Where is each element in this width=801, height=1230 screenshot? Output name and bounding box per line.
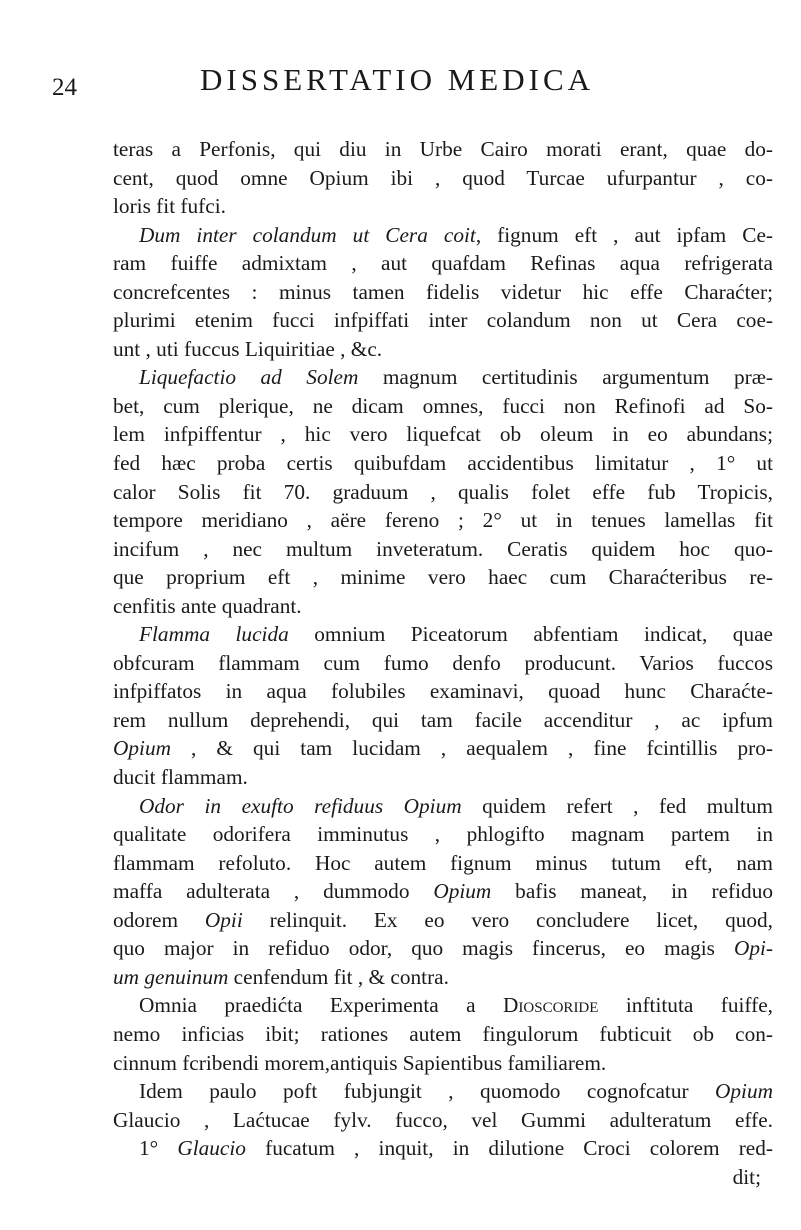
text-line: quo major in refiduo odor, quo magis fincerus, eo magis Opi-: [113, 936, 773, 961]
text-line: bet, cum plerique, ne dicam omnes, fucci non Refinofi ad So-: [113, 393, 773, 418]
text-line: nemo inficias ibit; rationes autem fingulorum fubticuit ob con-: [113, 1021, 773, 1046]
text-line: maffa adulterata , dummodo Opium bafis maneat, in refiduo: [113, 879, 773, 904]
text-line: Odor in exufto refiduus Opium quidem refert , fed multum: [139, 793, 773, 818]
text-line: plurimi etenim fucci infpiffati inter colandum non ut Cera coe-: [113, 308, 773, 333]
text-line: Omnia praedićta Experimenta a Dioscoride inftituta fuiffe,: [139, 993, 773, 1018]
name-smallcaps: Dioscoride: [503, 993, 599, 1018]
text-line: incifum , nec multum inveteratum. Ceratis quidem hoc quo-: [113, 536, 773, 561]
text-line: flammam refoluto. Hoc autem fignum minus tutum eft, nam: [113, 850, 773, 875]
text-line: cenfitis ante quadrant.: [113, 593, 302, 618]
text-line: Liquefactio ad Solem magnum certitudinis argumentum præ-: [139, 365, 773, 390]
italic-phrase: Liquefactio ad Solem: [139, 365, 359, 390]
italic-phrase: Opii: [204, 907, 243, 932]
text-line: calor Solis fit 70. graduum , qualis folet effe fub Tropicis,: [113, 479, 773, 504]
text-line: odorem Opii relinquit. Ex eo vero concludere licet, quod,: [113, 907, 773, 932]
page-number: 24: [52, 74, 77, 101]
text-line: teras a Perfonis, qui diu in Urbe Cairo morati erant, quae do-: [113, 137, 773, 161]
text-line: um genuinum cenfendum fit , & contra.: [113, 964, 449, 989]
text-line: concrefcentes : minus tamen fidelis videtur hic effe Charaćter;: [113, 279, 773, 304]
text-line: fed hæc proba certis quibufdam accidentibus limitatur , 1° ut: [113, 451, 773, 476]
text-line: obfcuram flammam cum fumo denfo producunt. Varios fuccos: [113, 650, 773, 675]
text-line: qualitate odorifera imminutus , phlogifto magnam partem in: [113, 822, 773, 847]
text-line: Flamma lucida omnium Piceatorum abfentiam indicat, quae: [139, 622, 773, 647]
running-title: DISSERTATIO MEDICA: [200, 62, 595, 97]
text-line: unt , uti fuccus Liquiritiae , &c.: [113, 336, 383, 361]
text-line: tempore meridiano , aëre fereno ; 2° ut in tenues lamellas fit: [113, 508, 773, 533]
italic-phrase: Opium: [433, 879, 492, 904]
italic-phrase: um genuinum: [113, 964, 229, 989]
text-line: Opium , & qui tam lucidam , aequalem , fine fcintillis pro-: [113, 736, 773, 761]
text-line: lem infpiffentur , hic vero liquefcat ob oleum in eo abundans;: [113, 422, 773, 447]
text-line: Idem paulo poft fubjungit , quomodo cognofcatur Opium: [139, 1079, 773, 1104]
text-line: ram fuiffe admixtam , aut quafdam Refinas aqua refrigerata: [113, 251, 773, 276]
italic-phrase: Odor in exufto refiduus Opium: [139, 793, 462, 818]
italic-phrase: Opium: [113, 736, 171, 761]
text-line: infpiffatos in aqua folubiles examinavi, quoad hunc Charaćte-: [113, 679, 773, 704]
text-line: ducit flammam.: [113, 765, 248, 790]
italic-phrase: Flamma lucida: [139, 622, 289, 647]
text-line: cinnum fcribendi morem,antiquis Sapientibus familiarem.: [113, 1050, 607, 1075]
catchword: dit;: [732, 1164, 761, 1189]
italic-phrase: Opium: [715, 1079, 773, 1104]
text-line: cent, quod omne Opium ibi , quod Turcae ufurpantur , co-: [113, 165, 773, 190]
italic-phrase: Dum inter colandum ut Cera coit: [139, 222, 476, 247]
body-text: [113, 135, 773, 1191]
text-line: Glaucio , Laćtucae fylv. fucco, vel Gummi adulteratum effe.: [113, 1107, 773, 1132]
text-line: rem nullum deprehendi, qui tam facile accenditur , ac ipfum: [113, 707, 773, 732]
italic-phrase: Opi-: [733, 936, 773, 961]
text-line: Dum inter colandum ut Cera coit, fignum eft , aut ipfam Ce-: [139, 222, 773, 247]
italic-phrase: Glaucio: [177, 1136, 246, 1161]
text-line: que proprium eft , minime vero haec cum Charaćteribus re-: [113, 565, 773, 590]
running-head: [0, 62, 801, 102]
text-line: loris fit fufci.: [113, 194, 226, 219]
text-line: 1° Glaucio fucatum , inquit, in dilutione Croci colorem red-: [139, 1136, 773, 1161]
